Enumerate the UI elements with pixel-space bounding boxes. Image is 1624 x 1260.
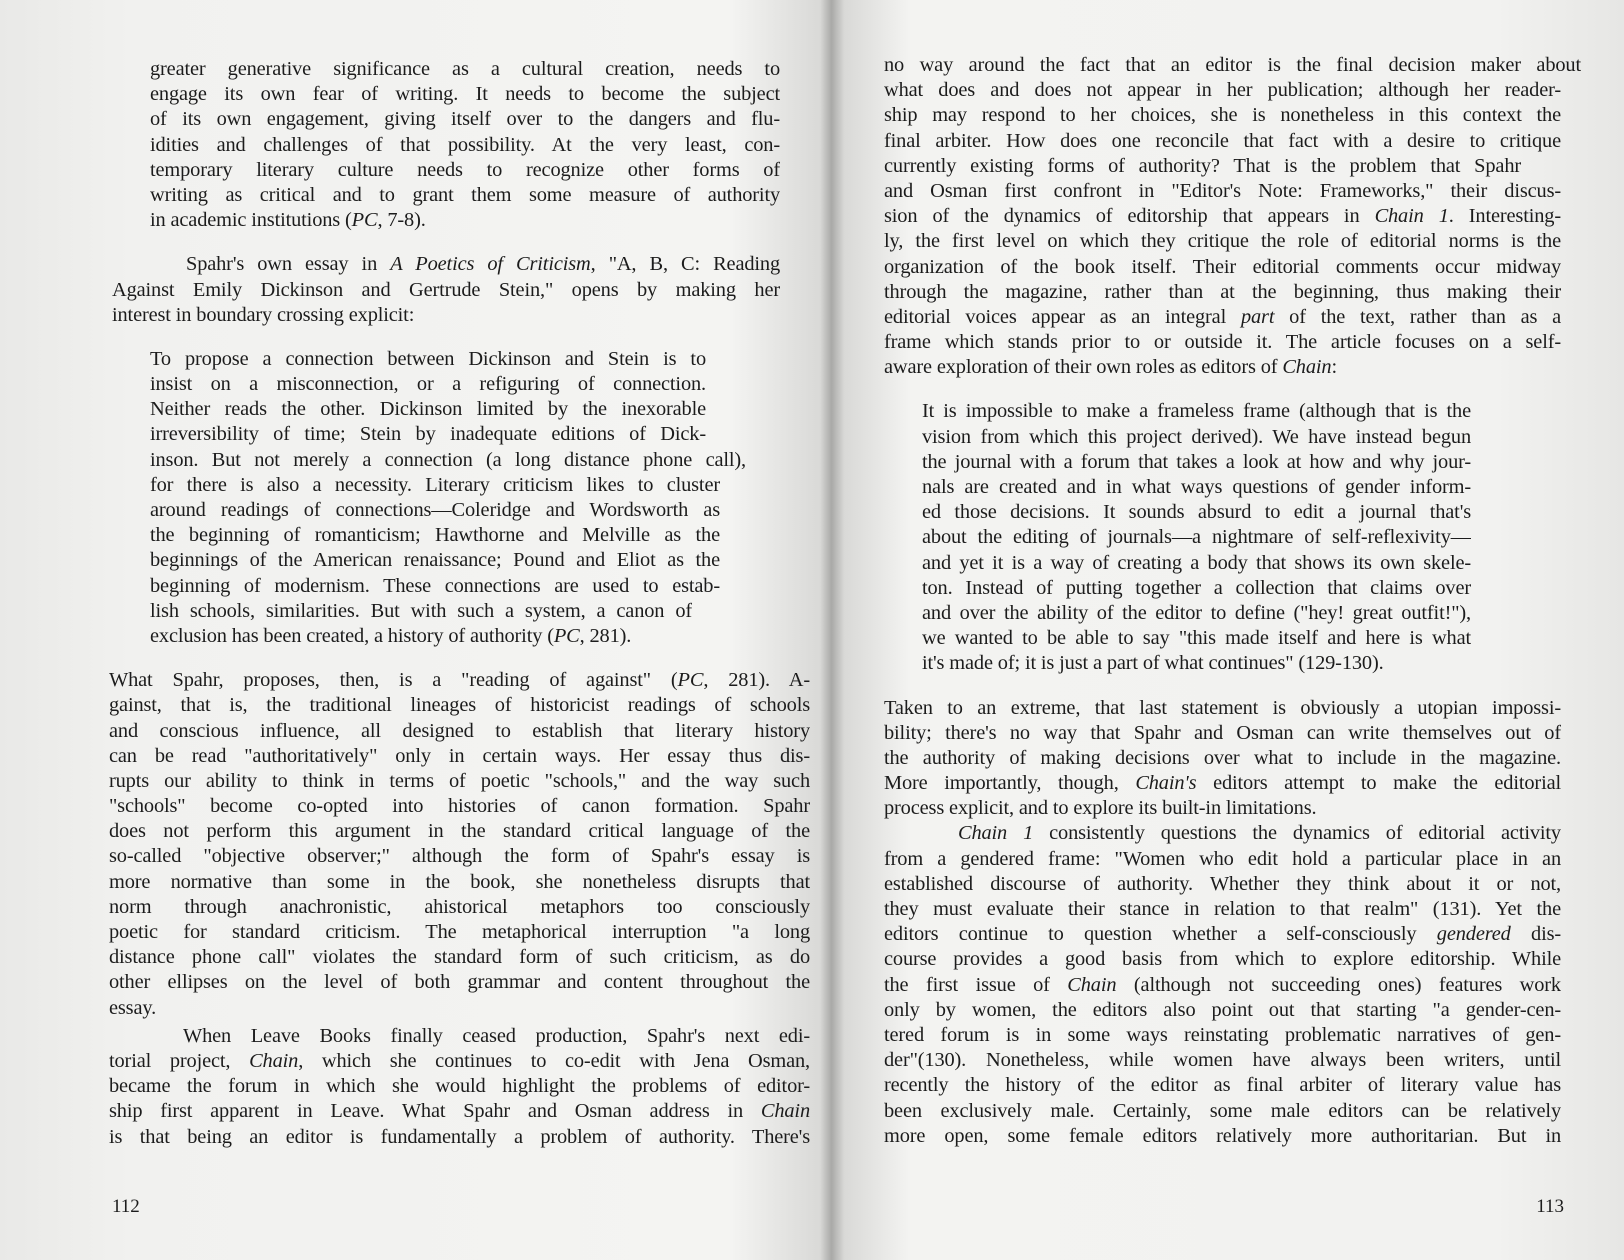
text-line: beginnings of the American renaissance; Pound and Eliot as the [150,549,720,572]
text-line: so-called "objective observer;" although the form of Spahr's essay is [109,845,810,868]
text-line: frame which stands prior to or outside it. The article focuses on a self- [884,331,1561,354]
page-number: 113 [1536,1196,1564,1217]
spacer [112,233,780,252]
text-line: Neither reads the other. Dickinson limited by the inexorable [150,398,706,421]
text-line: torial project, Chain, which she continues to co-edit with Jena Osman, [109,1049,810,1072]
text-line: exclusion has been created, a history of authority (PC, 281). [150,624,632,647]
text-line: inson. But not merely a connection (a long distance phone call), [150,448,746,471]
paragraph [884,53,1581,380]
text-line: more normative than some in the book, she nonetheless disrupts that [109,870,810,893]
text-line: nals are created and in what ways questions of gender inform- [922,476,1471,498]
block-quote [884,399,1561,676]
text-line: been exclusively male. Certainly, some male editors can be relatively [884,1099,1561,1122]
spacer [112,649,780,668]
text-line: in academic institutions (PC, 7-8). [150,209,426,232]
text-line: and over the ability of the editor to define ("hey! great outfit!"), [922,601,1471,624]
text-line: other ellipses on the level of both grammar and content throughout the [109,971,810,994]
text-line: ly, the first level on which they critique the role of editorial norms is the [884,230,1561,253]
text-line: Spahr's own essay in A Poetics of Criticism, "A, B, C: Reading [186,253,780,276]
paragraph [884,696,1561,822]
text-line: ship first apparent in Leave. What Spahr and Osman address in Chain [109,1100,810,1123]
spacer [884,677,1561,696]
right-page [835,0,1624,1260]
text-line: insist on a misconnection, or a refiguring of connection. [150,373,706,396]
text-line: from a gendered frame: "Women who edit hold a particular place in an [884,847,1561,870]
text-line: the journal with a forum that takes a look at how and why jour- [922,450,1471,473]
text-line: editorial voices appear as an integral part of the text, rather than as a [884,305,1561,328]
text-line: recently the history of the editor as final arbiter of literary value has [884,1074,1561,1097]
text-line: final arbiter. How does one reconcile that fact with a desire to critique [884,129,1561,152]
text-line: What Spahr, proposes, then, is a "reading of against" (PC, 281). A- [109,669,810,692]
block-quote-continuation [112,57,780,233]
text-line: ship may respond to her choices, she is nonetheless in this context the [884,104,1561,127]
text-line: engage its own fear of writing. It needs to become the subject [150,83,780,106]
text-line: they must evaluate their stance in relation to that realm" (131). Yet the [884,898,1561,920]
text-line: we wanted to be able to say "this made itself and here is what [922,627,1471,650]
text-line: around readings of connections—Coleridge and Wordsworth as [150,499,720,521]
text-line: ed those decisions. It sounds absurd to edit a journal that's [922,501,1471,524]
text-line: aware exploration of their own roles as editors of Chain: [884,356,1337,379]
text-line: does not perform this argument in the standard critical language of the [109,820,810,843]
text-line: the first issue of Chain (although not succeeding ones) features work [884,973,1561,996]
text-line: It is impossible to make a frameless frame (although that is the [922,400,1471,423]
text-line: established discourse of authority. Whether they think about it or not, [884,872,1561,895]
paragraph [112,252,780,328]
right-text-block [884,53,1581,1149]
text-line: lish schools, similarities. But with such a system, a canon of [150,599,692,622]
text-line: can be read "authoritatively" only in certain ways. Her essay thus dis- [109,744,810,767]
text-line: process explicit, and to explore its built-in limitations. [884,797,1317,820]
text-line: and Osman first confront in "Editor's Note: Frameworks," their discus- [884,179,1561,202]
left-text-block [109,57,810,1150]
text-line: When Leave Books finally ceased production, Spahr's next edi- [183,1024,810,1047]
text-line: only by women, the editors also point out that starting "a gender-cen- [884,998,1561,1021]
block-quote [112,347,780,649]
text-line: editors continue to question whether a self-consciously gendered dis- [884,923,1561,946]
text-line: Taken to an extreme, that last statement is obviously a utopian impossi- [884,696,1561,719]
text-line: gainst, that is, the traditional lineages of historicist readings of schools [109,694,810,717]
spacer [884,380,1561,399]
text-line: it's made of; it is just a part of what continues" (129-130). [922,652,1384,675]
text-line: beginning of modernism. These connections are used to estab- [150,574,720,597]
text-line: currently existing forms of authority? That is the problem that Spahr [884,154,1521,177]
text-line: der"(130). Nonetheless, while women have always been writers, until [884,1049,1561,1072]
text-line: bility; there's no way that Spahr and Osman can write themselves out of [884,721,1561,744]
text-line: what does and does not appear in her publication; although her reader- [884,79,1561,102]
text-line: temporary literary culture needs to recognize other forms of [150,158,780,181]
text-line: More importantly, though, Chain's editors attempt to make the editorial [884,772,1561,795]
text-line: irreversibility of time; Stein by inadequate editions of Dick- [150,423,706,446]
text-line: the authority of making decisions over what to include in the magazine. [884,746,1561,769]
text-line: ton. Instead of putting together a collection that claims over [922,576,1471,599]
text-line: about the editing of journals—a nightmare of self-reflexivity— [922,526,1471,549]
text-line: of its own engagement, giving itself over to the dangers and flu- [150,108,780,131]
page-number: 112 [112,1196,140,1217]
text-line: Against Emily Dickinson and Gertrude Stein," opens by making her [112,278,780,301]
text-line: greater generative significance as a cultural creation, needs to [150,58,780,80]
spacer [112,328,780,347]
text-line: tered forum is in some ways reinstating problematic narratives of gen- [884,1023,1561,1046]
text-line: the beginning of romanticism; Hawthorne and Melville as the [150,524,720,547]
text-line: poetic for standard criticism. The metaphorical interruption "a long [109,921,810,943]
text-line: writing as critical and to grant them some measure of authority [150,183,780,206]
text-line: for there is also a necessity. Literary criticism likes to cluster [150,473,720,496]
text-line: vision from which this project derived). We have instead begun [922,425,1471,448]
text-line: and conscious influence, all designed to establish that literary history [109,719,810,742]
text-line: and yet it is a way of creating a body that shows its own skele- [922,551,1471,574]
text-line: rupts our ability to think in terms of poetic "schools," and the way such [109,769,810,792]
text-line: Chain 1 consistently questions the dynamics of editorial activity [958,822,1561,845]
text-line: no way around the fact that an editor is the final decision maker about [884,54,1581,76]
text-line: norm through anachronistic, ahistorical metaphors too consciously [109,895,810,918]
text-line: idities and challenges of that possibility. At the very least, con- [150,133,780,156]
text-line: sion of the dynamics of editorship that appears in Chain 1. Interesting- [884,205,1561,228]
text-line: interest in boundary crossing explicit: [112,303,415,326]
text-line: course provides a good basis from which to explore editorship. While [884,948,1561,971]
text-line: "schools" become co-opted into histories of canon formation. Spahr [109,795,810,818]
text-line: more open, some female editors relatively more authoritarian. But in [884,1124,1561,1147]
paragraph [109,668,810,1150]
text-line: became the forum in which she would highlight the problems of editor- [109,1075,810,1098]
text-line: To propose a connection between Dickinson and Stein is to [150,347,706,370]
text-line: organization of the book itself. Their editorial comments occur midway [884,255,1561,278]
text-line: distance phone call" violates the standard form of such criticism, as do [109,946,810,969]
text-line: essay. [109,996,157,1019]
text-line: is that being an editor is fundamentally a problem of authority. There's [109,1125,810,1148]
text-line: through the magazine, rather than at the beginning, thus making their [884,280,1561,303]
paragraph [884,821,1561,1148]
